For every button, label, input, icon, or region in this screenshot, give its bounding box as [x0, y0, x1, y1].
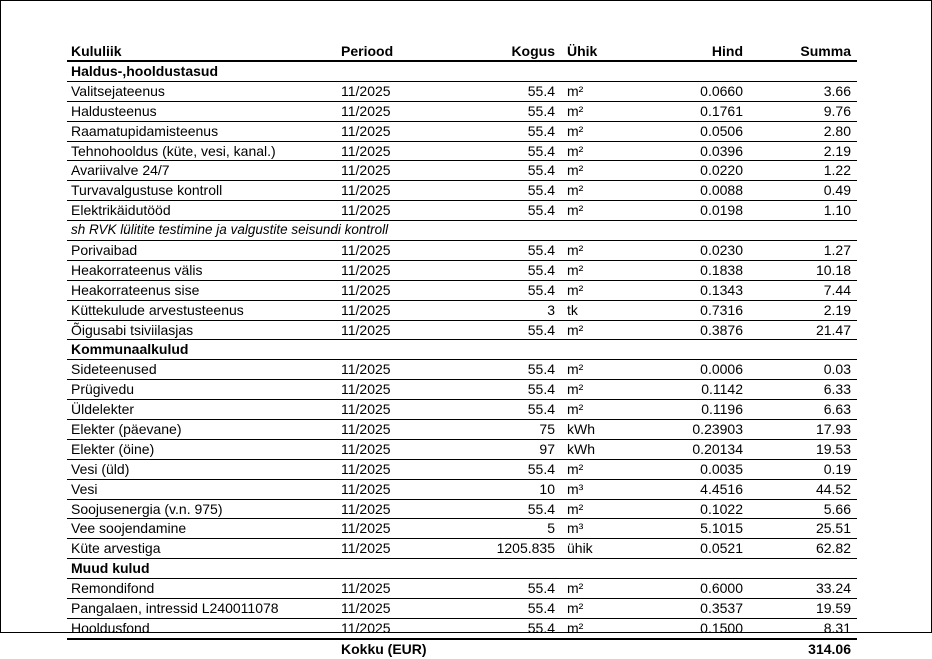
cell-price: 0.0035: [700, 460, 743, 477]
cell-unit: m²: [567, 580, 584, 597]
cell-price: 0.6000: [700, 580, 743, 597]
cell-sum: 6.33: [823, 381, 851, 398]
cell-name: Avariivalve 24/7: [71, 162, 170, 179]
cell-name: Elekter (öine): [71, 440, 155, 457]
table-row: [67, 460, 857, 480]
cell-price: 5.1015: [700, 520, 743, 537]
cell-sum: 1.27: [823, 242, 851, 259]
cell-name: Prügivedu: [71, 381, 135, 398]
cell-price: 0.0660: [700, 82, 743, 99]
cell-sum: 33.24: [815, 580, 851, 597]
cell-qty: 55.4: [527, 162, 555, 179]
cell-unit: m²: [567, 500, 584, 517]
cell-sum: 0.19: [823, 460, 851, 477]
table-row: [67, 420, 857, 440]
cell-period: 11/2025: [341, 520, 391, 537]
table-row: [67, 619, 857, 639]
cell-qty: 55.4: [527, 580, 555, 597]
table-row: [67, 241, 857, 261]
cell-name: Küttekulude arvestusteenus: [71, 301, 244, 318]
cell-price: 0.0088: [700, 182, 743, 199]
cell-period: 11/2025: [341, 381, 391, 398]
cell-qty: 55.4: [527, 381, 555, 398]
cell-name: Elekter (päevane): [71, 421, 182, 438]
cell-unit: m²: [567, 321, 584, 338]
cell-name: Üldelekter: [71, 401, 135, 418]
cell-name: Vesi (üld): [71, 460, 130, 477]
cell-unit: m²: [567, 182, 584, 199]
cell-price: 0.1761: [700, 102, 743, 119]
note-row: [67, 221, 857, 241]
cell-unit: m²: [567, 242, 584, 259]
cell-unit: kWh: [567, 440, 595, 457]
cell-qty: 55.4: [527, 202, 555, 219]
cell-unit: m²: [567, 142, 584, 159]
cell-period: 11/2025: [341, 500, 391, 517]
cell-qty: 55.4: [527, 142, 555, 159]
cost-table: [67, 40, 857, 659]
cell-period: 11/2025: [341, 182, 391, 199]
header-sum: Summa: [800, 43, 851, 59]
cell-price: 0.0006: [700, 361, 743, 378]
header-qty: Kogus: [511, 43, 555, 59]
cell-period: 11/2025: [341, 401, 391, 418]
cell-name: Porivaibad: [71, 242, 138, 259]
note-text: sh RVK lülitite testimine ja valgustite seisundi kontroll: [71, 222, 389, 238]
cell-qty: 55.4: [527, 82, 555, 99]
cell-qty: 55.4: [527, 182, 555, 199]
cell-price: 0.0506: [700, 122, 743, 139]
cell-sum: 5.66: [823, 500, 851, 517]
cell-sum: 1.10: [823, 202, 851, 219]
cell-unit: kWh: [567, 421, 595, 438]
table-row: [67, 599, 857, 619]
cell-qty: 55.4: [527, 600, 555, 617]
cell-unit: m³: [567, 520, 584, 537]
table-row: [67, 142, 857, 162]
cell-period: 11/2025: [341, 540, 391, 557]
cell-qty: 75: [539, 421, 555, 438]
cell-period: 11/2025: [341, 480, 391, 497]
cell-unit: m²: [567, 460, 584, 477]
cell-period: 11/2025: [341, 421, 391, 438]
cell-unit: m²: [567, 361, 584, 378]
table-row: [67, 500, 857, 520]
cell-period: 11/2025: [341, 142, 391, 159]
cell-sum: 7.44: [823, 281, 851, 298]
cell-sum: 10.18: [815, 261, 851, 278]
cell-price: 0.3537: [700, 600, 743, 617]
cell-name: Vee soojendamine: [71, 520, 187, 537]
cell-price: 0.0396: [700, 142, 743, 159]
cell-unit: m³: [567, 480, 584, 497]
cell-period: 11/2025: [341, 619, 391, 636]
section-title: Kommunaalkulud: [71, 341, 189, 358]
cell-sum: 8.31: [823, 619, 851, 636]
cell-qty: 5: [547, 520, 555, 537]
cell-price: 0.23903: [692, 421, 743, 438]
table-row: [67, 261, 857, 281]
cell-qty: 55.4: [527, 122, 555, 139]
cell-period: 11/2025: [341, 122, 391, 139]
cell-price: 0.1838: [700, 261, 743, 278]
cell-period: 11/2025: [341, 281, 391, 298]
header-price: Hind: [711, 43, 743, 59]
header-unit: Ühik: [567, 43, 598, 59]
cell-sum: 44.52: [815, 480, 851, 497]
cell-price: 0.1500: [700, 619, 743, 636]
cell-qty: 97: [539, 440, 555, 457]
cell-sum: 9.76: [823, 102, 851, 119]
cell-qty: 55.4: [527, 361, 555, 378]
cell-unit: m²: [567, 401, 584, 418]
cell-name: Soojusenergia (v.n. 975): [71, 500, 223, 517]
table-row: [67, 400, 857, 420]
cell-price: 0.1196: [701, 401, 743, 418]
cell-unit: m²: [567, 202, 584, 219]
section-header: [67, 62, 857, 82]
cell-unit: ühik: [567, 540, 593, 557]
cell-name: Turvavalgustuse kontroll: [71, 182, 223, 199]
cell-name: Hooldusfond: [71, 619, 150, 636]
cell-qty: 3: [547, 301, 555, 318]
table-row: [67, 440, 857, 460]
table-row: [67, 579, 857, 599]
cell-sum: 2.19: [823, 301, 851, 318]
table-row: [67, 380, 857, 400]
cell-name: Haldusteenus: [71, 102, 157, 119]
cell-name: Valitsejateenus: [71, 82, 165, 99]
cell-qty: 55.4: [527, 261, 555, 278]
cell-sum: 2.19: [823, 142, 851, 159]
table-header: [67, 40, 857, 62]
cell-period: 11/2025: [341, 460, 391, 477]
cell-price: 0.0230: [700, 242, 743, 259]
cell-name: Pangalaen, intressid L240011078: [71, 600, 279, 617]
cell-name: Remondifond: [71, 580, 155, 597]
cell-unit: m²: [567, 281, 584, 298]
cell-period: 11/2025: [341, 242, 391, 259]
cell-unit: m²: [567, 162, 584, 179]
cell-unit: tk: [567, 301, 578, 318]
cell-price: 0.1022: [700, 500, 743, 517]
header-name: Kululiik: [71, 43, 122, 59]
cell-period: 11/2025: [341, 600, 391, 617]
cell-sum: 3.66: [823, 82, 851, 99]
cell-sum: 19.53: [815, 440, 851, 457]
table-row: [67, 102, 857, 122]
cell-price: 0.3876: [700, 321, 743, 338]
table-row: [67, 82, 857, 102]
cell-unit: m²: [567, 82, 584, 99]
cell-price: 0.20134: [692, 440, 743, 457]
cell-unit: m²: [567, 619, 584, 636]
cell-price: 0.1343: [700, 281, 743, 298]
cell-qty: 55.4: [527, 619, 555, 636]
cell-price: 4.4516: [700, 480, 743, 497]
table-row: [67, 480, 857, 500]
cell-sum: 1.22: [823, 162, 851, 179]
table-row: [67, 360, 857, 380]
table-row: [67, 281, 857, 301]
cell-qty: 55.4: [527, 281, 555, 298]
cell-name: Heakorrateenus sise: [71, 281, 200, 298]
cell-qty: 55.4: [527, 401, 555, 418]
cell-period: 11/2025: [341, 261, 391, 278]
section-header: [67, 559, 857, 579]
total-value: 314.06: [808, 640, 851, 657]
cell-unit: m²: [567, 102, 584, 119]
table-row: [67, 181, 857, 201]
total-label: Kokku (EUR): [341, 640, 427, 657]
cell-name: Raamatupidamisteenus: [71, 122, 219, 139]
cell-unit: m²: [567, 600, 584, 617]
cell-price: 0.0220: [700, 162, 743, 179]
total-row: [67, 639, 857, 659]
cell-sum: 0.03: [823, 361, 851, 378]
header-period: Periood: [341, 43, 394, 59]
cell-sum: 2.80: [823, 122, 851, 139]
cell-period: 11/2025: [341, 321, 391, 338]
cell-period: 11/2025: [341, 580, 391, 597]
cell-period: 11/2025: [341, 440, 391, 457]
cell-price: 0.0521: [700, 540, 743, 557]
cell-sum: 21.47: [815, 321, 851, 338]
cell-qty: 55.4: [527, 242, 555, 259]
cell-qty: 55.4: [527, 321, 555, 338]
cell-qty: 55.4: [527, 460, 555, 477]
cell-qty: 10: [539, 480, 555, 497]
cell-qty: 55.4: [527, 102, 555, 119]
section-title: Haldus-,hooldustasud: [71, 63, 218, 79]
table-row: [67, 539, 857, 559]
cell-price: 0.1142: [701, 381, 743, 398]
cell-sum: 62.82: [815, 540, 851, 557]
cell-sum: 17.93: [815, 421, 851, 438]
table-row: [67, 201, 857, 221]
table-row: [67, 122, 857, 142]
cell-unit: m²: [567, 261, 584, 278]
cell-period: 11/2025: [341, 102, 391, 119]
cell-name: Tehnohooldus (küte, vesi, kanal.): [71, 142, 276, 159]
table-row: [67, 321, 857, 341]
table-row: [67, 519, 857, 539]
cell-name: Küte arvestiga: [71, 540, 161, 557]
cell-qty: 55.4: [527, 500, 555, 517]
cell-unit: m²: [567, 381, 584, 398]
cell-price: 0.0198: [700, 202, 743, 219]
cell-qty: 1205.835: [496, 540, 555, 557]
section-title: Muud kulud: [71, 560, 150, 577]
cell-name: Sideteenused: [71, 361, 157, 378]
section-header: [67, 340, 857, 360]
cell-name: Heakorrateenus välis: [71, 261, 203, 278]
cell-name: Vesi: [71, 480, 98, 497]
cell-sum: 0.49: [823, 182, 851, 199]
cell-sum: 6.63: [823, 401, 851, 418]
cell-sum: 25.51: [815, 520, 851, 537]
cell-period: 11/2025: [341, 162, 391, 179]
cell-unit: m²: [567, 122, 584, 139]
table-row: [67, 161, 857, 181]
cell-sum: 19.59: [815, 600, 851, 617]
cell-name: Õigusabi tsiviilasjas: [71, 321, 194, 338]
cell-price: 0.7316: [700, 301, 743, 318]
table-row: [67, 301, 857, 321]
cell-period: 11/2025: [341, 202, 391, 219]
cell-name: Elektrikäidutööd: [71, 202, 171, 219]
cell-period: 11/2025: [341, 82, 391, 99]
cell-period: 11/2025: [341, 301, 391, 318]
cell-period: 11/2025: [341, 361, 391, 378]
